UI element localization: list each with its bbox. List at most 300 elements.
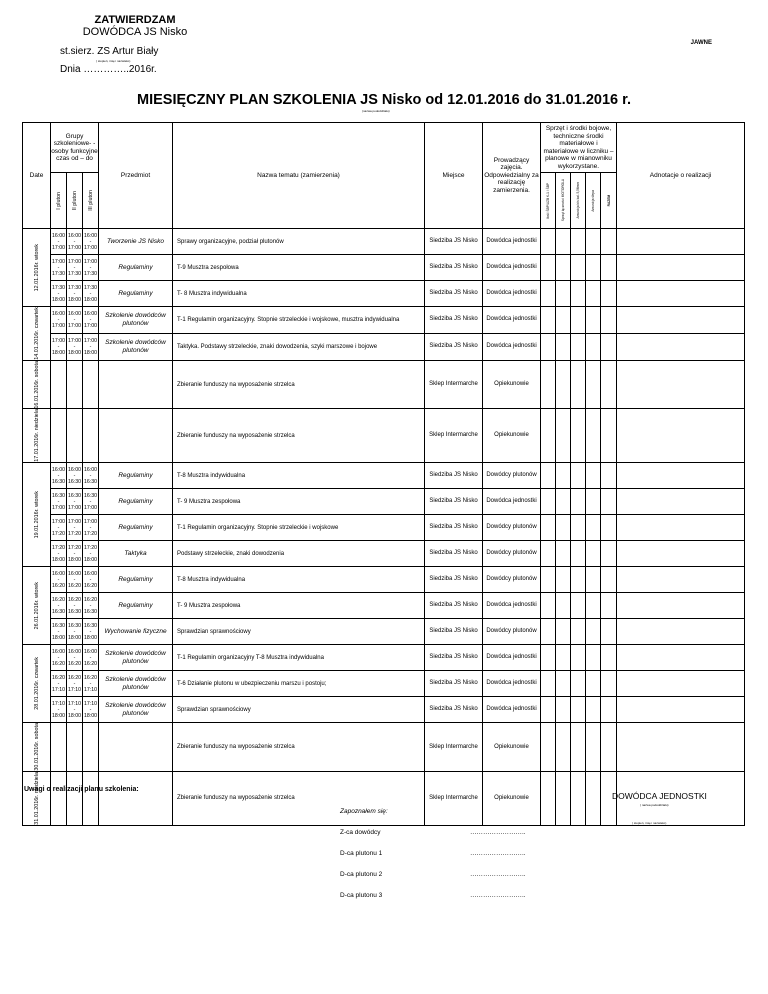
time-dash: - xyxy=(73,238,76,245)
group-time-cell xyxy=(83,645,99,671)
table-row xyxy=(23,281,745,307)
time-dash: - xyxy=(57,264,60,271)
approval-block xyxy=(70,14,200,38)
equipment-cell xyxy=(586,541,601,567)
equipment-cell xyxy=(571,771,586,825)
equipment-cell xyxy=(601,307,617,334)
group-1-header: I pluton xyxy=(55,191,62,210)
time-end: 18:00 xyxy=(84,296,97,303)
col-groups-header: Grupy szkoleniowe- -osoby funkcyjne czas od – do xyxy=(51,123,99,173)
time-dash: - xyxy=(73,498,76,505)
time-dash: - xyxy=(57,290,60,297)
time-end: 16:20 xyxy=(84,660,97,667)
group-time-cell xyxy=(83,541,99,567)
time-start: 17:10 xyxy=(84,700,97,707)
equipment-cell xyxy=(586,229,601,255)
place-cell: Siedziba JS Nisko xyxy=(425,619,483,645)
responsible-cell: Dowódcy plutonów xyxy=(483,515,541,541)
place-cell: Siedziba JS Nisko xyxy=(425,567,483,593)
time-dash: - xyxy=(73,472,76,479)
time-dash: - xyxy=(73,264,76,271)
approver-name: st.sierz. ZS Artur Biały xyxy=(60,46,159,57)
table-row xyxy=(23,671,745,697)
subject-cell: Regulaminy xyxy=(99,593,173,619)
time-start: 17:00 xyxy=(84,258,97,265)
equipment-cell xyxy=(571,593,586,619)
equipment-cell xyxy=(586,281,601,307)
time-start: 16:30 xyxy=(68,622,81,629)
time-end: 16:30 xyxy=(68,478,81,485)
subject-cell: Szkolenie dowódców plutonów xyxy=(99,645,173,671)
table-row xyxy=(23,723,745,772)
group-time-cell xyxy=(51,281,67,307)
equipment-cell xyxy=(541,229,556,255)
group-time-cell xyxy=(67,593,83,619)
group-time-cell xyxy=(67,333,83,360)
equipment-cell xyxy=(586,463,601,489)
topic-cell: T- 8 Musztra indywidualna xyxy=(173,281,425,307)
equipment-cell xyxy=(586,255,601,281)
topic-cell: T- 9 Musztra zespołowa xyxy=(173,489,425,515)
day-cell xyxy=(23,409,51,463)
equipment-cell xyxy=(556,567,571,593)
subject-cell xyxy=(99,409,173,463)
equipment-cell xyxy=(601,723,617,772)
responsible-cell: Dowódca jednostki xyxy=(483,229,541,255)
time-start: 16:00 xyxy=(68,232,81,239)
time-dash: - xyxy=(57,550,60,557)
equipment-cell xyxy=(586,567,601,593)
responsible-cell: Dowódca jednostki xyxy=(483,281,541,307)
time-start: 16:00 xyxy=(52,232,65,239)
equipment-cell xyxy=(601,489,617,515)
equipment-cell xyxy=(556,541,571,567)
title-note: (nazwa pododdziału) xyxy=(362,109,390,113)
equipment-cell xyxy=(601,333,617,360)
commander-note: ( nazwa pododdziału) xyxy=(640,803,669,807)
equipment-cell xyxy=(541,771,556,825)
equipment-cell xyxy=(541,489,556,515)
equipment-cell xyxy=(601,567,617,593)
time-start: 17:30 xyxy=(84,284,97,291)
day-label: 19.01.2016r. wtorek xyxy=(33,491,40,539)
table-row xyxy=(23,409,745,463)
time-dash: - xyxy=(89,654,92,661)
subject-cell: Regulaminy xyxy=(99,255,173,281)
time-dash: - xyxy=(57,238,60,245)
table-row xyxy=(23,697,745,723)
table-row xyxy=(23,360,745,409)
group-time-cell xyxy=(83,593,99,619)
time-end: 18:00 xyxy=(68,349,81,356)
time-start: 16:00 xyxy=(68,570,81,577)
topic-cell: Zbieranie funduszy na wyposażenie strzelca xyxy=(173,409,425,463)
time-end: 17:00 xyxy=(68,504,81,511)
topic-cell: T-1 Regulamin organizacyjny. Stopnie strzeleckie i wojskowe xyxy=(173,515,425,541)
equipment-cell xyxy=(571,463,586,489)
time-start: 16:00 xyxy=(84,570,97,577)
group-time-cell xyxy=(51,697,67,723)
table-row xyxy=(23,229,745,255)
equipment-cell xyxy=(571,671,586,697)
equipment-cell xyxy=(541,307,556,334)
equipment-cell xyxy=(571,281,586,307)
responsible-cell: Dowódcy plutonów xyxy=(483,541,541,567)
time-end: 16:30 xyxy=(84,478,97,485)
group-time-cell xyxy=(67,541,83,567)
time-end: 17:20 xyxy=(52,530,65,537)
time-dash: - xyxy=(73,628,76,635)
table-row xyxy=(23,645,745,671)
group-time-cell xyxy=(83,409,99,463)
group-time-cell xyxy=(51,723,67,772)
responsible-cell: Dowódca jednostki xyxy=(483,593,541,619)
subject-cell: Regulaminy xyxy=(99,281,173,307)
time-dash: - xyxy=(73,524,76,531)
time-end: 16:20 xyxy=(84,582,97,589)
group-time-cell xyxy=(67,697,83,723)
equipment-cell xyxy=(556,515,571,541)
subject-cell: Regulaminy xyxy=(99,515,173,541)
time-dash: - xyxy=(57,628,60,635)
responsible-cell: Opiekunowie xyxy=(483,360,541,409)
time-end: 18:00 xyxy=(68,296,81,303)
time-end: 17:20 xyxy=(84,530,97,537)
time-end: 18:00 xyxy=(68,634,81,641)
group-time-cell xyxy=(67,360,83,409)
equipment-cell xyxy=(571,619,586,645)
topic-cell: Podstawy strzeleckie, znaki dowodzenia xyxy=(173,541,425,567)
time-end: 16:30 xyxy=(84,608,97,615)
group-time-cell xyxy=(51,619,67,645)
acquainted-label: Zapoznałem się: xyxy=(340,808,388,815)
time-dash: - xyxy=(89,706,92,713)
time-start: 17:00 xyxy=(68,258,81,265)
group-time-cell xyxy=(51,515,67,541)
time-end: 17:00 xyxy=(68,244,81,251)
day-cell xyxy=(23,307,51,361)
time-end: 17:00 xyxy=(52,244,65,251)
day-label: 17.01.2016r. niedziela xyxy=(33,409,40,463)
group-time-cell xyxy=(83,771,99,825)
page-title: MIESIĘCZNY PLAN SZKOLENIA JS Nisko od 12.01.2016 do 31.01.2016 r. xyxy=(137,92,631,108)
time-start: 16:00 xyxy=(68,648,81,655)
plan-body xyxy=(23,229,745,826)
equipment-cell xyxy=(556,671,571,697)
notes-cell xyxy=(617,281,745,307)
place-cell: Siedziba JS Nisko xyxy=(425,281,483,307)
place-cell: Siedziba JS Nisko xyxy=(425,671,483,697)
group-time-cell xyxy=(67,281,83,307)
equipment-cell xyxy=(556,255,571,281)
time-end: 16:30 xyxy=(52,608,65,615)
time-start: 17:30 xyxy=(52,284,65,291)
equipment-cell xyxy=(556,409,571,463)
equipment-2-header: Sprzęt łączności MOTOROLA xyxy=(561,179,565,222)
responsible-cell: Dowódca jednostki xyxy=(483,307,541,334)
time-dash: - xyxy=(73,706,76,713)
group-time-cell xyxy=(67,409,83,463)
time-end: 18:00 xyxy=(52,296,65,303)
equipment-cell xyxy=(586,307,601,334)
time-start: 16:20 xyxy=(68,596,81,603)
group-time-cell xyxy=(51,255,67,281)
equipment-cell xyxy=(571,333,586,360)
time-start: 17:00 xyxy=(84,518,97,525)
time-dash: - xyxy=(89,576,92,583)
equipment-cell xyxy=(556,229,571,255)
time-dash: - xyxy=(89,524,92,531)
time-dash: - xyxy=(89,550,92,557)
time-end: 17:00 xyxy=(84,322,97,329)
notes-cell xyxy=(617,671,745,697)
time-dash: - xyxy=(73,316,76,323)
time-end: 17:30 xyxy=(68,270,81,277)
topic-cell: T-8 Musztra indywidualna xyxy=(173,463,425,489)
time-end: 17:30 xyxy=(52,270,65,277)
equipment-cell xyxy=(586,697,601,723)
group-time-cell xyxy=(51,593,67,619)
equipment-cell xyxy=(586,333,601,360)
responsible-cell: Opiekunowie xyxy=(483,771,541,825)
time-start: 17:00 xyxy=(84,337,97,344)
equipment-cell xyxy=(601,409,617,463)
time-dash: - xyxy=(89,498,92,505)
subject-cell xyxy=(99,723,173,772)
equipment-cell xyxy=(601,697,617,723)
subject-cell: Regulaminy xyxy=(99,463,173,489)
equipment-cell xyxy=(541,515,556,541)
equipment-cell xyxy=(541,463,556,489)
subject-cell: Szkolenie dowódców plutonów xyxy=(99,671,173,697)
time-end: 18:00 xyxy=(84,712,97,719)
col-place-header: Miejsce xyxy=(425,123,483,229)
time-start: 16:00 xyxy=(52,466,65,473)
equipment-cell xyxy=(601,463,617,489)
group-time-cell xyxy=(51,360,67,409)
time-dash: - xyxy=(89,628,92,635)
group-time-cell xyxy=(83,307,99,334)
group-time-cell xyxy=(51,463,67,489)
table-row xyxy=(23,593,745,619)
place-cell: Siedziba JS Nisko xyxy=(425,645,483,671)
time-start: 16:20 xyxy=(84,596,97,603)
equipment-cell xyxy=(601,619,617,645)
equipment-cell xyxy=(541,697,556,723)
time-start: 17:20 xyxy=(52,544,65,551)
topic-cell: T-9 Musztra zespołowa xyxy=(173,255,425,281)
day-cell xyxy=(23,771,51,825)
equipment-cell xyxy=(571,541,586,567)
time-dash: - xyxy=(89,316,92,323)
time-start: 16:00 xyxy=(68,466,81,473)
notes-cell xyxy=(617,489,745,515)
time-dash: - xyxy=(57,602,60,609)
group-time-cell xyxy=(83,281,99,307)
notes-cell xyxy=(617,697,745,723)
equipment-cell xyxy=(541,541,556,567)
equipment-cell xyxy=(541,333,556,360)
time-dash: - xyxy=(57,472,60,479)
time-start: 16:00 xyxy=(52,648,65,655)
equipment-cell xyxy=(556,723,571,772)
subject-cell xyxy=(99,771,173,825)
subject-cell: Szkolenie dowódców plutonów xyxy=(99,307,173,334)
time-start: 16:30 xyxy=(68,492,81,499)
time-start: 17:00 xyxy=(52,258,65,265)
group-time-cell xyxy=(51,333,67,360)
responsible-cell: Opiekunowie xyxy=(483,409,541,463)
equipment-cell xyxy=(601,255,617,281)
equipment-cell xyxy=(586,489,601,515)
group-time-cell xyxy=(67,671,83,697)
day-cell xyxy=(23,567,51,645)
equipment-cell xyxy=(586,771,601,825)
group-time-cell xyxy=(83,723,99,772)
notes-cell xyxy=(617,409,745,463)
commander-title: DOWÓDCA JS Nisko xyxy=(82,26,188,38)
equipment-cell xyxy=(601,229,617,255)
table-row xyxy=(23,463,745,489)
time-dash: - xyxy=(73,654,76,661)
date-line: Dnia …………..2016r. xyxy=(60,64,157,75)
signature-label-platoon-3: D-ca plutonu 3 xyxy=(340,892,383,899)
equipment-cell xyxy=(541,255,556,281)
group-time-cell xyxy=(83,697,99,723)
time-start: 16:30 xyxy=(52,622,65,629)
topic-cell: T- 9 Musztra zespołowa xyxy=(173,593,425,619)
place-cell: Sklep Intermarche xyxy=(425,771,483,825)
signature-dots-platoon-3: …………………….. xyxy=(470,892,526,899)
acquainted-note: ( stopień, imię i nazwisko) xyxy=(632,821,667,825)
group-time-cell xyxy=(67,229,83,255)
time-start: 16:20 xyxy=(68,674,81,681)
subject-cell xyxy=(99,360,173,409)
topic-cell: Sprawdzian sprawnościowy xyxy=(173,619,425,645)
equipment-cell xyxy=(556,489,571,515)
topic-cell: Zbieranie funduszy na wyposażenie strzelca xyxy=(173,771,425,825)
time-dash: - xyxy=(73,343,76,350)
day-cell xyxy=(23,645,51,723)
topic-cell: T-1 Regulamin organizacyjny. Stopnie strzeleckie i wojskowe, musztra indywidualna xyxy=(173,307,425,334)
time-start: 17:10 xyxy=(68,700,81,707)
group-time-cell xyxy=(51,307,67,334)
signature-label-deputy: Z-ca dowódcy xyxy=(340,829,381,836)
responsible-cell: Opiekunowie xyxy=(483,723,541,772)
group-time-cell xyxy=(51,771,67,825)
equipment-cell xyxy=(571,255,586,281)
col-subject-header: Przedmiot xyxy=(99,123,173,229)
notes-cell xyxy=(617,255,745,281)
remarks-label: Uwagi o realizacji planu szkolenia: xyxy=(24,786,139,793)
time-dash: - xyxy=(89,680,92,687)
notes-cell xyxy=(617,541,745,567)
day-label: 16.01.2016r. sobota xyxy=(33,360,40,409)
group-time-cell xyxy=(83,567,99,593)
time-dash: - xyxy=(89,264,92,271)
group-time-cell xyxy=(67,489,83,515)
equipment-cell xyxy=(556,307,571,334)
time-end: 18:00 xyxy=(84,349,97,356)
day-label: 12.01.2016r. wtorek xyxy=(33,243,40,292)
equipment-cell xyxy=(571,645,586,671)
equipment-cell xyxy=(541,671,556,697)
equipment-cell xyxy=(556,645,571,671)
equipment-cell xyxy=(571,723,586,772)
time-start: 17:00 xyxy=(68,337,81,344)
place-cell: Siedziba JS Nisko xyxy=(425,255,483,281)
equipment-cell xyxy=(571,489,586,515)
equipment-cell xyxy=(556,593,571,619)
time-dash: - xyxy=(89,238,92,245)
topic-cell: T-6 Działanie plutonu w ubezpieczeniu marszu i postoju; xyxy=(173,671,425,697)
equipment-cell xyxy=(601,360,617,409)
time-end: 17:20 xyxy=(68,530,81,537)
notes-cell xyxy=(617,567,745,593)
equipment-cell xyxy=(586,593,601,619)
day-label: 14.01.2016r. czwartek xyxy=(33,307,40,360)
time-dash: - xyxy=(57,706,60,713)
group-time-cell xyxy=(51,489,67,515)
signature-dots-platoon-1: …………………….. xyxy=(470,850,526,857)
notes-cell xyxy=(617,645,745,671)
time-dash: - xyxy=(73,680,76,687)
time-end: 18:00 xyxy=(84,634,97,641)
equipment-cell xyxy=(556,281,571,307)
classification-label: JAWNE xyxy=(690,40,712,46)
place-cell: Siedziba JS Nisko xyxy=(425,463,483,489)
table-row xyxy=(23,489,745,515)
group-time-cell xyxy=(83,463,99,489)
group-time-cell xyxy=(67,723,83,772)
day-label: 30.01.2016r. sobota xyxy=(33,723,40,771)
time-dash: - xyxy=(89,472,92,479)
notes-cell xyxy=(617,333,745,360)
time-start: 16:00 xyxy=(52,310,65,317)
group-time-cell xyxy=(51,409,67,463)
time-end: 18:00 xyxy=(68,712,81,719)
responsible-cell: Dowódca jednostki xyxy=(483,333,541,360)
time-start: 16:00 xyxy=(84,648,97,655)
signature-label-platoon-2: D-ca plutonu 2 xyxy=(340,871,383,878)
responsible-cell: Dowódca jednostki xyxy=(483,671,541,697)
equipment-cell xyxy=(601,671,617,697)
time-end: 16:20 xyxy=(68,582,81,589)
equipment-cell xyxy=(541,567,556,593)
notes-cell xyxy=(617,515,745,541)
time-start: 16:30 xyxy=(84,492,97,499)
col-responsible-header: Prowadzący zajęcia. Odpowiedzialny za realizację zamierzenia. xyxy=(483,123,541,229)
topic-cell: T-1 Regulamin organizacyjny T-8 Musztra indywidualna xyxy=(173,645,425,671)
equipment-cell xyxy=(571,307,586,334)
group-3-header: III pluton xyxy=(87,190,94,211)
time-end: 17:10 xyxy=(52,686,65,693)
group-time-cell xyxy=(83,255,99,281)
group-time-cell xyxy=(83,671,99,697)
topic-cell: Zbieranie funduszy na wyposażenie strzelca xyxy=(173,723,425,772)
equipment-cell xyxy=(541,645,556,671)
col-topic-header: Nazwa tematu (zamierzenia) xyxy=(173,123,425,229)
training-plan-table xyxy=(22,122,745,826)
approver-note: ( stopień, imię i nazwisko) xyxy=(96,59,131,63)
time-end: 17:00 xyxy=(84,244,97,251)
time-dash: - xyxy=(57,654,60,661)
day-label: 31.01.2016r. niedziela xyxy=(33,771,40,825)
subject-cell: Taktyka xyxy=(99,541,173,567)
subject-cell: Szkolenie dowódców plutonów xyxy=(99,333,173,360)
place-cell: Siedziba JS Nisko xyxy=(425,515,483,541)
time-end: 17:00 xyxy=(68,322,81,329)
